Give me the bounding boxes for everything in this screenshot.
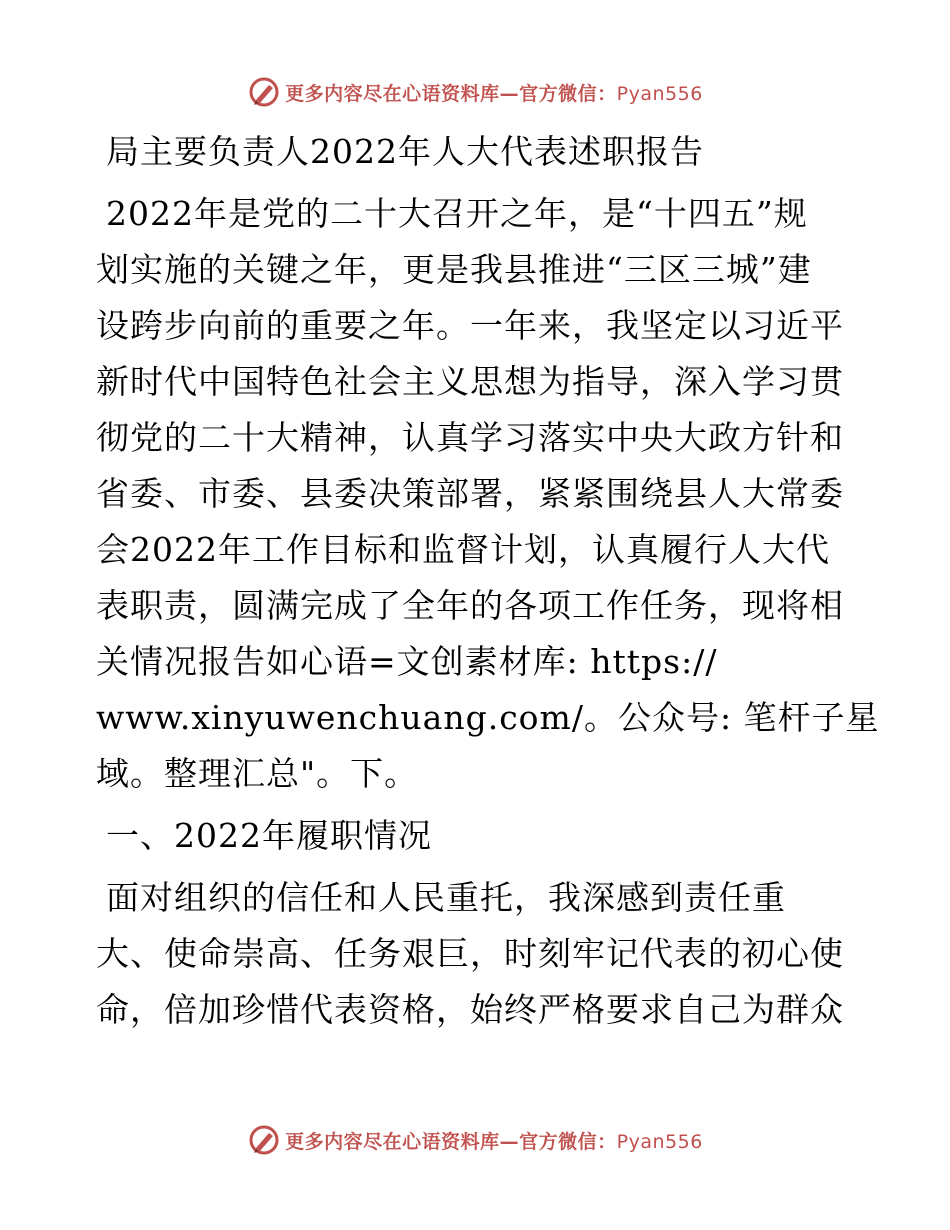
paragraph-line: 关情况报告如心语=文创素材库: https://: [96, 642, 718, 681]
banner-wechat-id: Pyan556: [616, 82, 703, 105]
paragraph-line: 2022年是党的二十大召开之年，是“十四五”规: [106, 194, 808, 233]
footer-banner: [0, 1120, 950, 1160]
paragraph-line: 新时代中国特色社会主义思想为指导，深入学习贯: [96, 362, 844, 401]
paragraph-line: 彻党的二十大精神，认真学习落实中央大政方针和: [96, 418, 844, 457]
paragraph-line: 命，倍加珍惜代表资格，始终严格要求自己为群众: [96, 990, 844, 1029]
paragraph-intro: [96, 186, 880, 802]
banner-text: [285, 1127, 703, 1154]
paragraph-line: 表职责，圆满完成了全年的各项工作任务，现将相: [96, 586, 844, 625]
banner-text: [285, 79, 703, 106]
document-title: 局主要负责人2022年人大代表述职报告: [106, 132, 704, 171]
paragraph-line: www.xinyuwenchuang.com/。公众号: 笔杆子星: [96, 698, 880, 737]
banner-slogan: 更多内容尽在心语资料库—官方微信：: [285, 82, 617, 105]
banner-slogan: 更多内容尽在心语资料库—官方微信：: [285, 1130, 617, 1153]
header-banner: [0, 72, 950, 112]
paragraph-duty: [96, 870, 856, 1038]
paragraph-line: 划实施的关键之年，更是我县推进“三区三城”建: [96, 250, 812, 289]
paragraph-line: 大、使命崇高、任务艰巨，时刻牢记代表的初心使: [96, 934, 844, 973]
paragraph-line: 会2022年工作目标和监督计划，认真履行人大代: [96, 530, 830, 569]
pen-circle-logo-icon: [247, 1123, 281, 1157]
document-body: [96, 124, 880, 1038]
banner-wechat-id: Pyan556: [616, 1130, 703, 1153]
paragraph-line: 设跨步向前的重要之年。一年来，我坚定以习近平: [96, 306, 844, 345]
paragraph-line: 省委、市委、县委决策部署，紧紧围绕县人大常委: [96, 474, 844, 513]
section-heading: 一、2022年履职情况: [106, 816, 432, 855]
paragraph-line: 域。整理汇总"。下。: [96, 754, 419, 793]
paragraph-line: 面对组织的信任和人民重托，我深感到责任重: [106, 878, 786, 917]
pen-circle-logo-icon: [247, 75, 281, 109]
